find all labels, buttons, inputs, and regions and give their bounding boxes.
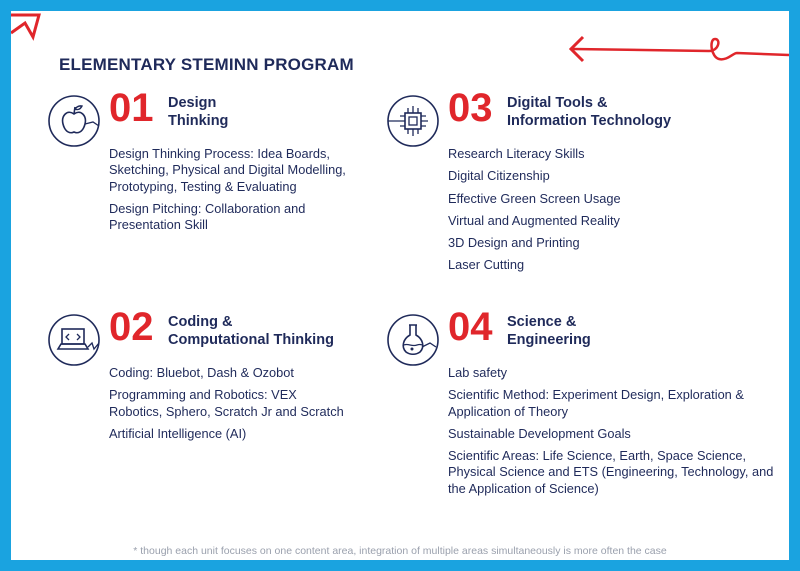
section-number: 04 [448,305,493,349]
section-number: 02 [109,305,154,349]
section-coding [47,305,377,493]
list-item: Digital Citizenship [448,168,550,184]
section-science [386,305,781,513]
list-item: Programming and Robotics: VEX Robotics, Sphero, Scratch Jr and Scratch [109,387,344,419]
list-item: Research Literacy Skills [448,146,585,161]
list-item: Laser Cutting [448,257,525,273]
section-items [448,365,778,503]
list-item: Virtual and Augmented Reality [448,212,620,228]
section-heading [507,94,671,130]
heading-line-2: Information Technology [507,113,672,129]
list-item: Effective Green Screen Usage [448,190,621,206]
red-arrow-icon [569,33,789,73]
page-title: ELEMENTARY STEMINN PROGRAM [59,55,354,74]
list-item: Lab safety [448,365,508,380]
apple-icon [47,94,101,148]
list-item: Artificial Intelligence (AI) [109,425,247,441]
section-number: 01 [109,86,154,130]
heading-line-2: Thinking [168,113,229,129]
section-heading [507,313,591,349]
section-items [448,146,768,280]
red-corner-doodle-icon [11,11,51,47]
footnote: * though each unit focuses on one content area, integration of multiple areas simultaneously is more often the case [133,545,667,557]
section-design-thinking [47,86,377,274]
section-digital-tools [386,86,776,294]
section-heading [168,313,334,349]
list-item: Coding: Bluebot, Dash & Ozobot [109,365,294,380]
heading-line-1: Coding & [168,314,233,330]
heading-line-2: Engineering [507,332,591,348]
section-items [109,365,349,448]
heading-line-1: Design [168,95,217,111]
list-item: Scientific Method: Experiment Design, Exploration & Application of Theory [448,387,744,419]
list-item: 3D Design and Printing [448,235,580,251]
list-item: Scientific Areas: Life Science, Earth, Space Science, Physical Science and ETS (Engineering, Technology, and the Application of Science) [448,448,774,496]
laptop-icon [47,313,101,367]
flask-icon [386,313,440,367]
page-frame [11,11,789,560]
list-item: Design Pitching: Collaboration and Presentation Skill [109,200,306,233]
list-item: Sustainable Development Goals [448,425,631,441]
section-number: 03 [448,86,493,130]
section-heading [168,94,228,130]
chip-icon [386,94,440,148]
section-items [109,146,359,239]
list-item: Design Thinking Process: Idea Boards, Sketching, Physical and Digital Modelling, Prototyping, Testing & Evaluating [109,146,346,194]
heading-line-1: Digital Tools & [507,95,608,111]
heading-line-2: Computational Thinking [168,332,334,348]
heading-line-1: Science & [507,314,577,330]
